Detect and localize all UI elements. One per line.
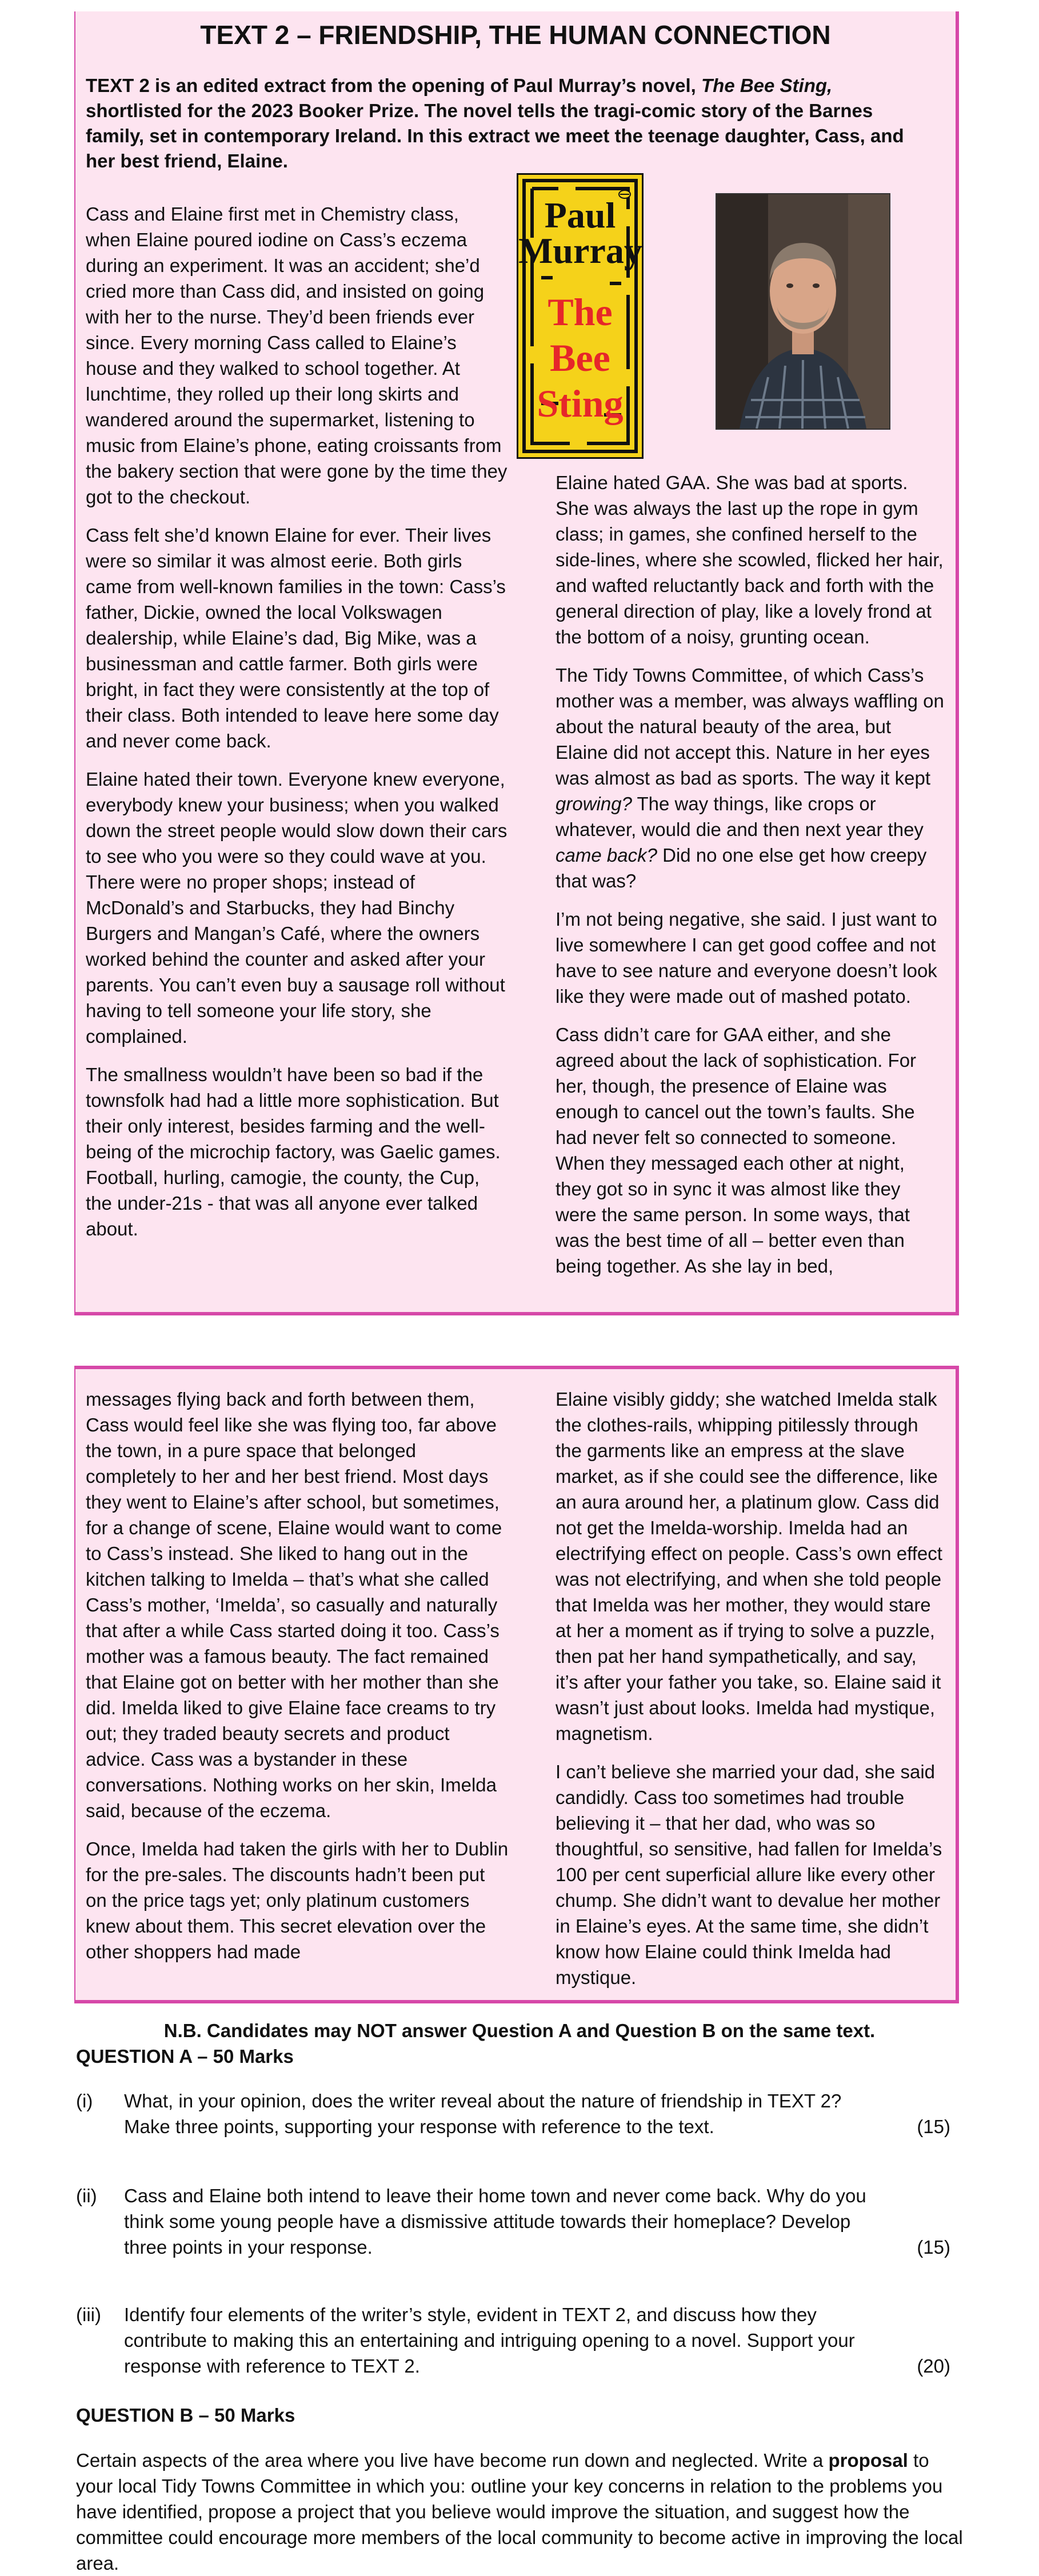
question-b-text bbox=[76, 2447, 968, 2576]
paragraph: Cass didn’t care for GAA either, and she agreed about the lack of sophistication. For her, though, the presence of Elaine was enough to cancel out the town’s faults. She had never felt so connected to someone. When they messaged each other at night, they got so in sync it was almost like they were the same person. In some ways, that was the best time of all – better even than being together. As she lay in bed, bbox=[556, 1024, 917, 1277]
question-a-heading: QUESTION A – 50 Marks bbox=[76, 2046, 294, 2067]
intro-text-b: shortlisted for the 2023 Booker Prize. The novel tells the tragi-comic story of the Barnes family, set in contemporary Ireland. In this extract we meet the teenage daughter, Cass, and her best friend, Elaine. bbox=[86, 100, 904, 171]
left-column bbox=[86, 1386, 509, 1977]
page-title: TEXT 2 – FRIENDSHIP, THE HUMAN CONNECTION bbox=[200, 20, 831, 50]
question-item bbox=[76, 2088, 950, 2139]
question-number: (i) bbox=[76, 2090, 93, 2111]
author-portrait bbox=[716, 193, 890, 430]
intro-book-title: The Bee Sting, bbox=[701, 75, 833, 96]
left-column bbox=[86, 201, 509, 1254]
cover-author bbox=[518, 195, 642, 271]
question-b-text-a: Certain aspects of the area where you live have become run down and neglected. Write a bbox=[76, 2450, 829, 2471]
emphasis-text: came back? bbox=[556, 845, 657, 866]
question-item bbox=[76, 2183, 950, 2260]
paragraph: Cass and Elaine first met in Chemistry class, when Elaine poured iodine on Cass’s eczema during an experiment. It was an accident; she’d cried more than Cass did, and insisted on going with her to the nurse. They’d been friends ever since. Every morning Cass called to Elaine’s house and they walked to school together. At lunchtime, they rolled up their long skirts and wandered around the supermarket, listening to music from Elaine’s phone, eating croissants from the bakery section that were gone by the time they got to the checkout. bbox=[86, 203, 507, 507]
author-portrait-illustration bbox=[717, 194, 889, 429]
nb-note: N.B. Candidates may NOT answer Question A and Question B on the same text. bbox=[163, 2020, 876, 2041]
question-number: (iii) bbox=[76, 2304, 101, 2325]
right-column bbox=[556, 470, 944, 1291]
question-marks: (15) bbox=[917, 2116, 950, 2137]
question-b-heading: QUESTION B – 50 Marks bbox=[76, 2405, 295, 2426]
question-text: Cass and Elaine both intend to leave their home town and never come back. Why do you think some young people have a dismissive attitude towards their homeplace? Develop three points in your response. bbox=[124, 2185, 866, 2258]
text-panel-page-2 bbox=[74, 1366, 959, 2003]
paragraph: Elaine hated their town. Everyone knew everyone, everybody knew your business; when you walked down the street people would slow down their cars to see who you were so they could wave at you. There were no proper shops; instead of McDonald’s and Starbucks, they had Binchy Burgers and Mangan’s Café, where the owners worked behind the counter and asked after your parents. You can’t even buy a sausage roll without having to tell someone your life story, she complained. bbox=[86, 769, 507, 1047]
text-panel-page-1 bbox=[74, 11, 959, 1315]
paragraph: messages flying back and forth between them, Cass would feel like she was flying too, far above the town, in a pure space that belonged completely to her and her best friend. Most days they went to Elaine’s after school, but sometimes, for a change of scene, Elaine would want to come to Cass’s instead. She liked to hang out in the kitchen talking to Imelda – that’s what she called Cass’s mother, ‘Imelda’, so casually and naturally that after a while Cass started doing it too. Cass’s mother was a famous beauty. The fact remained that Elaine got on better with her mother than she did. Imelda liked to give Elaine face creams to try out; they traded beauty secrets and product advice. Cass was a bystander in these conversations. Nothing works on her skin, Imelda said, because of the eczema. bbox=[86, 1389, 502, 1821]
cover-title bbox=[518, 289, 642, 426]
intro-paragraph bbox=[86, 73, 933, 174]
question-item bbox=[76, 2302, 950, 2379]
paragraph: Elaine hated GAA. She was bad at sports. She was always the last up the rope in gym class; in games, she confined herself to the side-lines, where she scowled, flicked her hair, and wafted reluctantly back and forth with the general direction of play, like a lovely frond at the bottom of a noisy, grunting ocean. bbox=[556, 472, 944, 647]
paragraph: Elaine visibly giddy; she watched Imelda stalk the clothes-rails, whipping pitilessly through the garments like an empress at the slave market, as if she could see the difference, like an aura around her, a platinum glow. Cass did not get the Imelda-worship. Imelda had an electrifying effect on people. Cass’s own effect was not electrifying, and when she told people that Imelda was her mother, they would stare at her a moment as if trying to solve a puzzle, then pat her hand sympathetically, and say, it’s after your father you take, so. Elaine said it wasn’t just about looks. Imelda had mystique, magnetism. bbox=[556, 1389, 942, 1744]
cover-author-line: Paul bbox=[544, 195, 616, 235]
question-marks: (15) bbox=[917, 2237, 950, 2258]
right-column bbox=[556, 1386, 944, 2003]
paragraph: Cass felt she’d known Elaine for ever. Their lives were so similar it was almost eerie. Both girls came from well-known families in the town: Cass’s father, Dickie, owned the local Volkswagen dealership, while Elaine’s dad, Big Mike, was a businessman and cattle farmer. Both girls were bright, in fact they were consistently at the top of their class. Both intended to leave here some day and never come back. bbox=[86, 525, 506, 751]
paragraph: The smallness wouldn’t have been so bad if the townsfolk had had a little more sophistication. But their only interest, besides farming and the well-being of the microchip factory, was Gaelic games. Football, hurling, camogie, the county, the Cup, the under-21s - that was all anyone ever talked about. bbox=[86, 1064, 501, 1239]
question-b-keyword: proposal bbox=[828, 2450, 908, 2471]
cover-author-line: Murray bbox=[518, 230, 642, 271]
book-cover-image bbox=[517, 173, 644, 459]
question-text: Identify four elements of the writer’s style, evident in TEXT 2, and discuss how they contribute to making this an entertaining and intriguing opening to a novel. Support your response with reference to TEXT 2. bbox=[124, 2304, 855, 2377]
paragraph-text: Did no one else get how creepy that was? bbox=[556, 845, 927, 891]
paragraph: I’m not being negative, she said. I just want to live somewhere I can get good coffee and not have to see nature and everyone doesn’t look like they were made out of mashed potato. bbox=[556, 909, 937, 1007]
question-number: (ii) bbox=[76, 2185, 97, 2206]
paragraph-text: The Tidy Towns Committee, of which Cass’s mother was a member, was always waffling on about the natural beauty of the area, but Elaine did not accept this. Nature in her eyes was almost as bad as sports. The way it kept bbox=[556, 665, 944, 789]
question-text: What, in your opinion, does the writer reveal about the nature of friendship in TEXT 2? Make three points, supporting your response with reference to the text. bbox=[124, 2090, 842, 2137]
emphasis-text: growing? bbox=[556, 793, 632, 814]
paragraph: I can’t believe she married your dad, she said candidly. Cass too sometimes had trouble believing it – that her dad, who was so thoughtful, so sensitive, had fallen for Imelda’s 100 per cent superficial allure like every other chump. She didn’t want to devalue her mother in Elaine’s eyes. At the same time, she didn’t know how Elaine could think Imelda had mystique. bbox=[556, 1761, 942, 1988]
paragraph-text: The way things, like crops or whatever, would die and then next year they bbox=[556, 793, 924, 840]
question-marks: (20) bbox=[917, 2355, 950, 2377]
cover-title-line: Bee bbox=[550, 336, 610, 379]
question-b-text-b: to your local Tidy Towns Committee in which you: outline your key concerns in relation to the problems you have identified, propose a project that you believe would improve the situation, and suggest how the committee could encourage more members of the local community to become active in improving the local area. bbox=[76, 2450, 963, 2574]
intro-text-a: TEXT 2 is an edited extract from the opening of Paul Murray’s novel, bbox=[86, 75, 701, 96]
cover-title-line: Sting bbox=[537, 382, 624, 425]
cover-title-line: The bbox=[548, 290, 613, 334]
paragraph bbox=[556, 662, 944, 894]
paragraph: Once, Imelda had taken the girls with her to Dublin for the pre-sales. The discounts hadn’t been put on the price tags yet; only platinum customers knew about them. This secret elevation over the other shoppers had made bbox=[86, 1838, 509, 1962]
